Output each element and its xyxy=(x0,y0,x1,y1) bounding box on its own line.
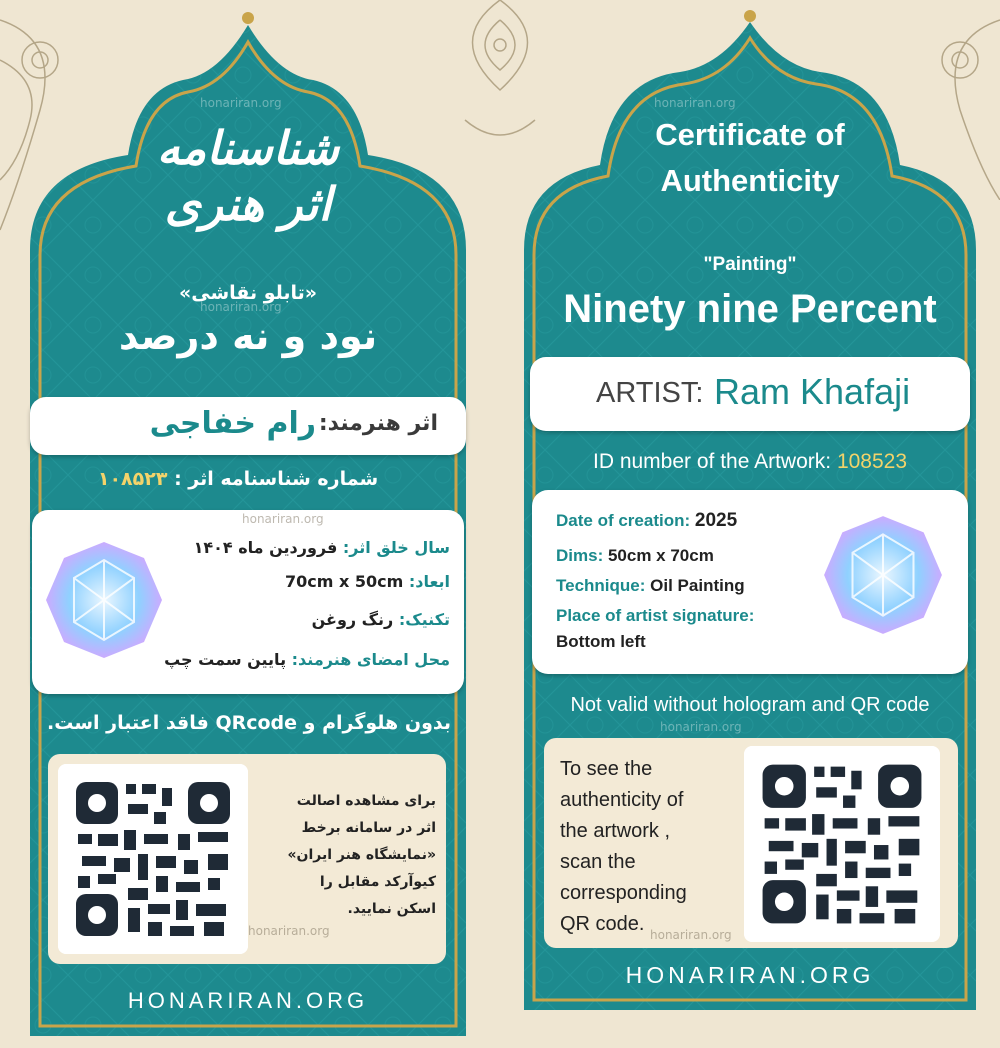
detail-row-dims: Dims: 50cm x 70cm xyxy=(556,546,714,565)
artwork-id xyxy=(530,450,970,474)
artwork-id xyxy=(38,468,438,490)
details-box xyxy=(32,510,464,694)
detail-row-technique: Technique: Oil Painting xyxy=(556,576,745,595)
details-box xyxy=(532,490,968,674)
artwork-title: Ninety nine Percent xyxy=(563,287,937,331)
watermark: honariran.org xyxy=(200,96,282,110)
qr-section xyxy=(544,738,958,948)
artist-label: اثر هنرمند: xyxy=(318,411,438,436)
validity-warning: بدون هلوگرام و QRcode فاقد اعتبار است. xyxy=(47,712,451,734)
watermark: honariran.org xyxy=(200,300,282,314)
artwork-title: نود و نه درصد xyxy=(118,314,378,358)
detail-row-signature-label: Place of artist signature: xyxy=(556,606,755,625)
artwork-type: "Painting" xyxy=(703,254,797,275)
hologram-icon xyxy=(42,538,166,662)
detail-row-dims: ابعاد: 70cm x 50cm xyxy=(284,572,450,591)
footer-website[interactable]: HONARIRAN.ORG xyxy=(625,962,875,988)
watermark: honariran.org xyxy=(654,96,736,110)
watermark: honariran.org xyxy=(660,720,742,734)
footer-website[interactable]: HONARIRAN.ORG xyxy=(127,988,369,1013)
validity-warning: Not valid without hologram and QR code xyxy=(570,694,930,716)
qr-code-icon[interactable] xyxy=(58,764,248,954)
watermark: honariran.org xyxy=(650,928,732,942)
id-label: شماره شناسنامه اثر : xyxy=(174,468,379,490)
id-number: 108523 xyxy=(836,450,908,473)
watermark: honariran.org xyxy=(242,512,324,526)
persian-certificate-card xyxy=(18,0,478,1048)
certificate-heading: Certificate of Authenticity xyxy=(655,117,845,198)
artist-label: ARTIST: xyxy=(596,377,704,409)
calligraphy-logo: شناسنامه اثر هنری xyxy=(156,121,340,231)
artist-box xyxy=(30,397,466,455)
qr-instructions: To see the authenticity of the artwork , scan the corresponding QR code. xyxy=(560,758,687,935)
qr-section xyxy=(48,754,446,964)
detail-row-date: Date of creation: 2025 xyxy=(556,510,738,531)
qr-instructions: برای مشاهده اصالت اثر در سامانه برخط «نمایشگاه هنر ایران» کیوآرکد مقابل را اسکن نمایید. xyxy=(287,793,436,917)
hologram-icon xyxy=(820,512,946,638)
id-label: ID number of the Artwork: xyxy=(592,450,832,473)
detail-row-technique: تکنیک: رنگ روغن xyxy=(311,610,450,629)
detail-row-signature-value: Bottom left xyxy=(556,632,646,651)
artist-box xyxy=(530,357,970,431)
watermark: honariran.org xyxy=(248,924,330,938)
english-certificate-card xyxy=(520,0,980,1048)
detail-row-signature: محل امضای هنرمند: پایین سمت چپ xyxy=(164,650,450,669)
artist-name: Ram Khafaji xyxy=(714,371,911,412)
detail-row-date: سال خلق اثر: فروردین ماه ۱۴۰۴ xyxy=(193,538,450,557)
artist-name: رام خفاجی xyxy=(149,406,316,441)
artwork-type: «تابلو نقاشی» xyxy=(178,282,318,304)
id-number: ۱۰۸۵۲۳ xyxy=(97,468,168,490)
qr-code-icon[interactable] xyxy=(744,746,940,942)
